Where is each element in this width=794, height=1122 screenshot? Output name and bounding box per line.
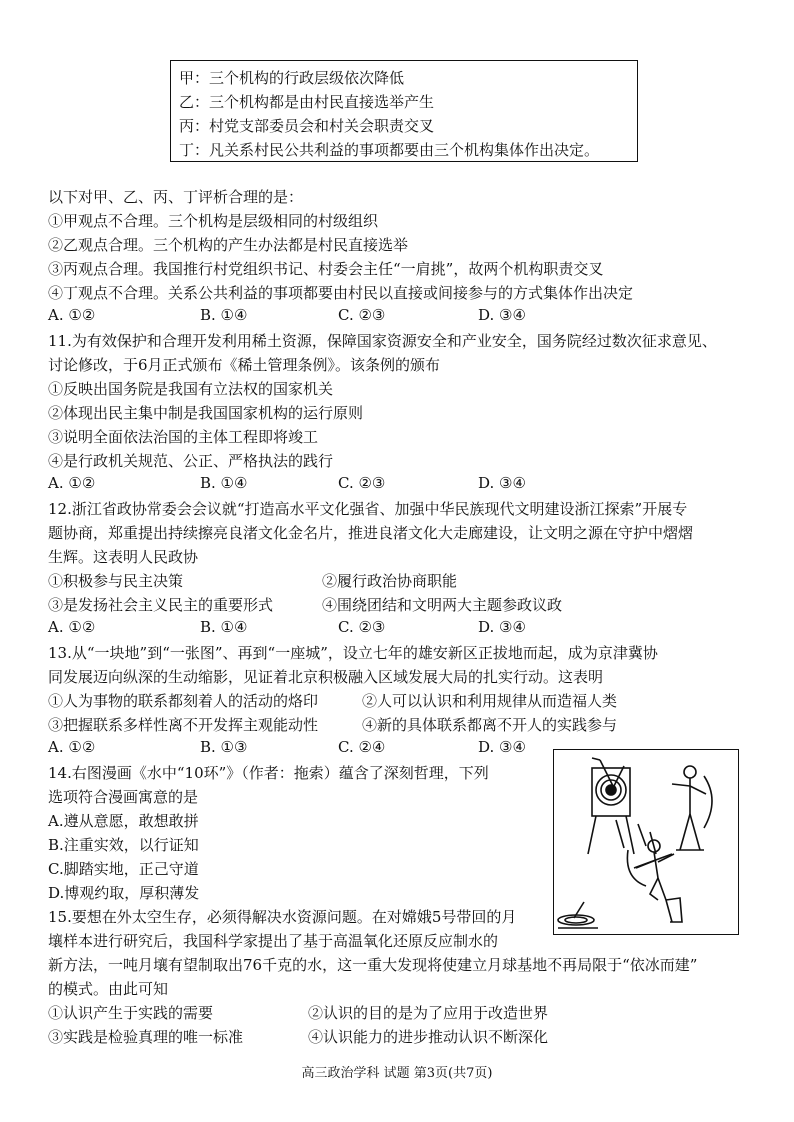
q10-item-4: ④丁观点不合理。关系公共利益的事项都要由村民以直接或间接参与的方式集体作出决定 [48, 284, 634, 302]
q13-option-b: B. ①③ [200, 738, 248, 756]
q10-item-1: ①甲观点不合理。三个机构是层级相同的村级组织 [48, 212, 379, 230]
q11-item-1: ①反映出国务院是我国有立法权的国家机关 [48, 380, 334, 398]
q14-option-d: D.博观约取，厚积薄发 [48, 884, 200, 902]
q13-option-d: D. ③④ [478, 738, 526, 756]
q13-stem-line-2: 同发展迈向纵深的生动缩影，见证着北京积极融入区域发展大局的扎实行动。这表明 [48, 668, 604, 686]
q11-option-d: D. ③④ [478, 474, 526, 492]
viewpoints-box [170, 60, 638, 162]
viewpoint-jia: 甲：三个机构的行政层级依次降低 [179, 69, 405, 87]
q15-stem-line-1: 15.要想在外太空生存，必须得解决水资源问题。在对嫦娥5号带回的月 [48, 908, 517, 926]
q10-stem: 以下对甲、乙、丙、丁评析合理的是： [48, 188, 304, 206]
q12-stem-line-1: 12.浙江省政协常委会会议就“打造高水平文化强省、加强中华民族现代文明建设浙江探索”开展专 [48, 500, 688, 518]
q13-option-c: C. ②④ [338, 738, 386, 756]
q10-option-c: C. ②③ [338, 306, 386, 324]
q15-item-3: ③实践是检验真理的唯一标准 [48, 1028, 244, 1046]
q10-item-3: ③丙观点合理。我国推行村党组织书记、村委会主任“一肩挑”，故两个机构职责交叉 [48, 260, 604, 278]
q15-item-1: ①认识产生于实践的需要 [48, 1004, 214, 1022]
q11-option-b: B. ①④ [200, 474, 248, 492]
q11-option-a: A. ①② [48, 474, 96, 492]
viewpoint-bing: 丙：村党支部委员会和村关会职责交叉 [179, 117, 435, 135]
cartoon-archer-drawing [554, 750, 738, 934]
q12-item-1: ①积极参与民主决策 [48, 572, 184, 590]
q13-option-a: A. ①② [48, 738, 96, 756]
q15-stem-line-2: 壤样本进行研究后，我国科学家提出了基于高温氧化还原反应制水的 [48, 932, 499, 950]
q14-option-c: C.脚踏实地，正己守道 [48, 860, 199, 878]
q14-stem-line-1: 14.右图漫画《水中“10环”》（作者：拖索）蕴含了深刻哲理，下列 [48, 764, 489, 782]
q12-option-a: A. ①② [48, 618, 96, 636]
q12-item-3: ③是发扬社会主义民主的重要形式 [48, 596, 274, 614]
cartoon-image [553, 749, 739, 935]
q11-item-3: ③说明全面依法治国的主体工程即将竣工 [48, 428, 319, 446]
q15-item-4: ④认识能力的进步推动认识不断深化 [308, 1028, 549, 1046]
q13-item-2: ②人可以认识和利用规律从而造福人类 [362, 692, 618, 710]
viewpoint-ding: 丁：凡关系村民公共利益的事项都要由三个机构集体作出决定。 [179, 141, 600, 159]
q10-option-b: B. ①④ [200, 306, 248, 324]
q14-option-b: B.注重实效，以行证知 [48, 836, 199, 854]
viewpoint-yi: 乙：三个机构都是由村民直接选举产生 [179, 93, 435, 111]
q11-item-2: ②体现出民主集中制是我国国家机构的运行原则 [48, 404, 364, 422]
q12-stem-line-3: 生辉。这表明人民政协 [48, 548, 199, 566]
q11-item-4: ④是行政机关规范、公正、严格执法的践行 [48, 452, 334, 470]
q10-option-d: D. ③④ [478, 306, 526, 324]
q10-option-a: A. ①② [48, 306, 96, 324]
q11-stem-line-1: 11.为有效保护和合理开发利用稀土资源，保障国家资源安全和产业安全，国务院经过数次征求意见、 [48, 332, 717, 350]
q12-item-2: ②履行政治协商职能 [322, 572, 458, 590]
q12-stem-line-2: 题协商，郑重提出持续擦亮良渚文化金名片，推进良渚文化大走廊建设，让文明之源在守护中熠熠 [48, 524, 694, 542]
q15-stem-line-3: 新方法，一吨月壤有望制取出76千克的水，这一重大发现将使建立月球基地不再局限于“依冰而建” [48, 956, 698, 974]
q14-stem-line-2: 选项符合漫画寓意的是 [48, 788, 199, 806]
q12-item-4: ④围绕团结和文明两大主题参政议政 [322, 596, 563, 614]
q12-option-c: C. ②③ [338, 618, 386, 636]
q12-option-d: D. ③④ [478, 618, 526, 636]
q13-item-4: ④新的具体联系都离不开人的实践参与 [362, 716, 618, 734]
q10-item-2: ②乙观点合理。三个机构的产生办法都是村民直接选举 [48, 236, 409, 254]
q13-item-1: ①人为事物的联系都刻着人的活动的烙印 [48, 692, 319, 710]
q12-option-b: B. ①④ [200, 618, 248, 636]
page-footer: 高三政治学科 试题 第3页(共7页) [301, 1066, 493, 1081]
q13-stem-line-1: 13.从“一块地”到“一张图”、再到“一座城”，设立七年的雄安新区正拔地而起，成为京津冀协 [48, 644, 658, 662]
q13-item-3: ③把握联系多样性离不开发挥主观能动性 [48, 716, 319, 734]
q14-option-a: A.遵从意愿，敢想敢拼 [48, 812, 199, 830]
q15-stem-line-4: 的模式。由此可知 [48, 980, 169, 998]
q11-stem-line-2: 讨论修改，于6月正式颁布《稀土管理条例》。该条例的颁布 [48, 356, 441, 374]
q15-item-2: ②认识的目的是为了应用于改造世界 [308, 1004, 549, 1022]
q11-option-c: C. ②③ [338, 474, 386, 492]
